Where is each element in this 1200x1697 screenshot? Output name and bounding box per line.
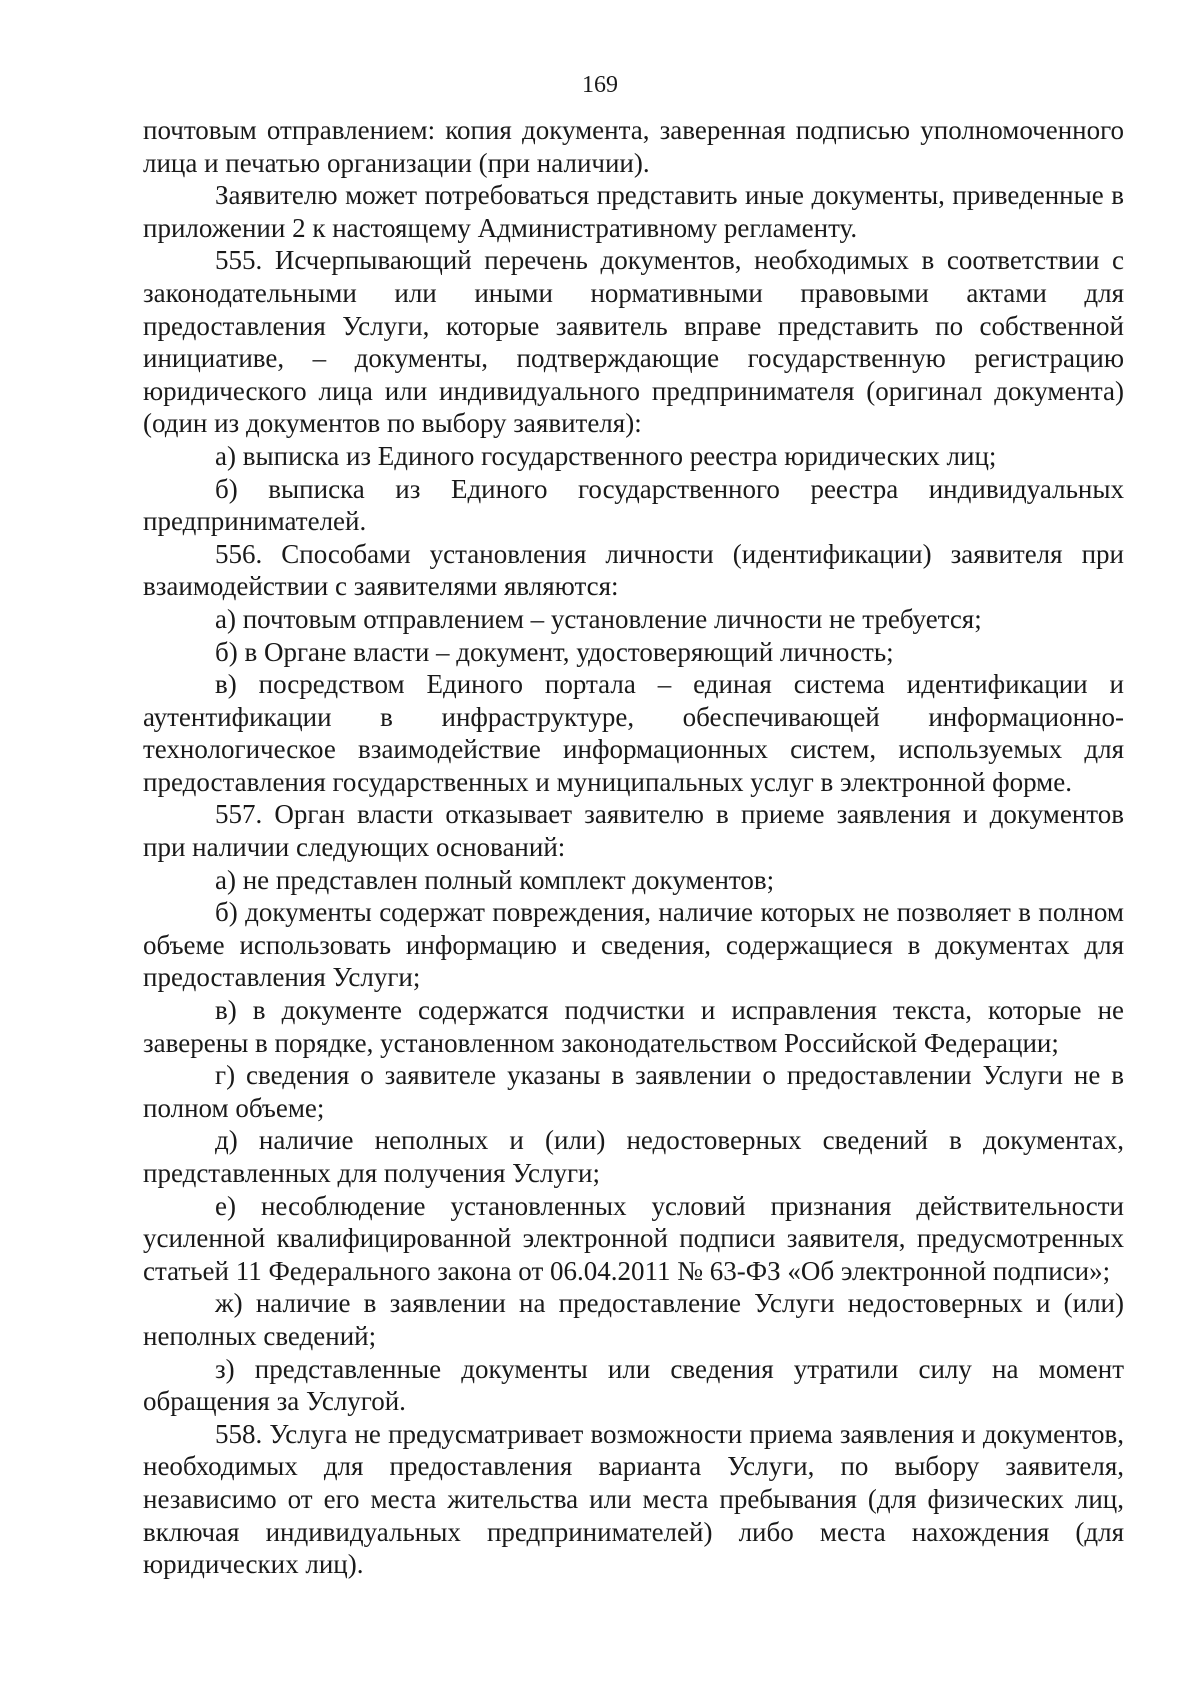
- paragraph-557-z: з) представленные документы или сведения утратили силу на момент обращения за Услугой.: [143, 1353, 1124, 1417]
- paragraph-556-v: в) посредством Единого портала – единая система идентификации и аутентификации в инфраструктуре, обеспечивающей информационно-технологическое взаимодействие информационных систем, используемых для предоставления государственных и муниципальных услуг в электронной форме.: [143, 669, 1124, 797]
- paragraph-555: 555. Исчерпывающий перечень документов, необходимых в соответствии с законодательными или иными нормативными правовыми актами для предоставления Услуги, которые заявитель вправе представить по собственной инициативе, – документы, подтверждающие государственную регистрацию юридического лица или индивидуального предпринимателя (оригинал документа) (один из документов по выбору заявителя):: [143, 245, 1124, 439]
- paragraph-556: 556. Способами установления личности (идентификации) заявителя при взаимодействии с заявителями являются:: [143, 538, 1124, 602]
- paragraph-556-b: б) в Органе власти – документ, удостоверяющий личность;: [215, 636, 894, 667]
- paragraph-557-g: г) сведения о заявителе указаны в заявлении о предоставлении Услуги не в полном объеме;: [143, 1060, 1124, 1123]
- document-body: [143, 114, 1124, 1581]
- paragraph-557-a: а) не представлен полный комплект документов;: [215, 864, 775, 895]
- paragraph-555-a: а) выписка из Единого государственного реестра юридических лиц;: [215, 440, 997, 471]
- paragraph-557-zh: ж) наличие в заявлении на предоставление Услуги недостоверных и (или) неполных сведений;: [143, 1288, 1124, 1351]
- paragraph-555-b: б) выписка из Единого государственного реестра индивидуальных предпринимателей.: [143, 473, 1124, 537]
- paragraph-557-b: б) документы содержат повреждения, наличие которых не позволяет в полном объеме использовать информацию и сведения, содержащиеся в документах для предоставления Услуги;: [143, 897, 1124, 993]
- paragraph-556-a: а) почтовым отправлением – установление личности не требуется;: [215, 603, 982, 634]
- paragraph-557-e: е) несоблюдение установленных условий признания действительности усиленной квалифицированной электронной подписи заявителя, предусмотренных статьей 11 Федерального закона от 06.04.2011 № 63-ФЗ «Об электронной подписи»;: [143, 1190, 1124, 1286]
- paragraph-557-d: д) наличие неполных и (или) недостоверных сведений в документах, представленных для получения Услуги;: [143, 1125, 1124, 1188]
- paragraph-557-v: в) в документе содержатся подчистки и исправления текста, которые не заверены в порядке, установленном законодательством Российской Федерации;: [143, 995, 1124, 1058]
- paragraph-558: 558. Услуга не предусматривает возможности приема заявления и документов, необходимых для предоставления варианта Услуги, по выбору заявителя, независимо от его места жительства или места пребывания (для физических лиц, включая индивидуальных предпринимателей) либо места нахождения (для юридических лиц).: [143, 1418, 1124, 1580]
- paragraph-mail-copy: почтовым отправлением: копия документа, заверенная подписью уполномоченного лица и печатью организации (при наличии).: [143, 115, 1124, 178]
- paragraph-other-documents: Заявителю может потребоваться представить иные документы, приведенные в приложении 2 к настоящему Административному регламенту.: [143, 180, 1124, 243]
- page-number: 169: [582, 72, 618, 98]
- paragraph-557: 557. Орган власти отказывает заявителю в приеме заявления и документов при наличии следующих оснований:: [143, 799, 1124, 863]
